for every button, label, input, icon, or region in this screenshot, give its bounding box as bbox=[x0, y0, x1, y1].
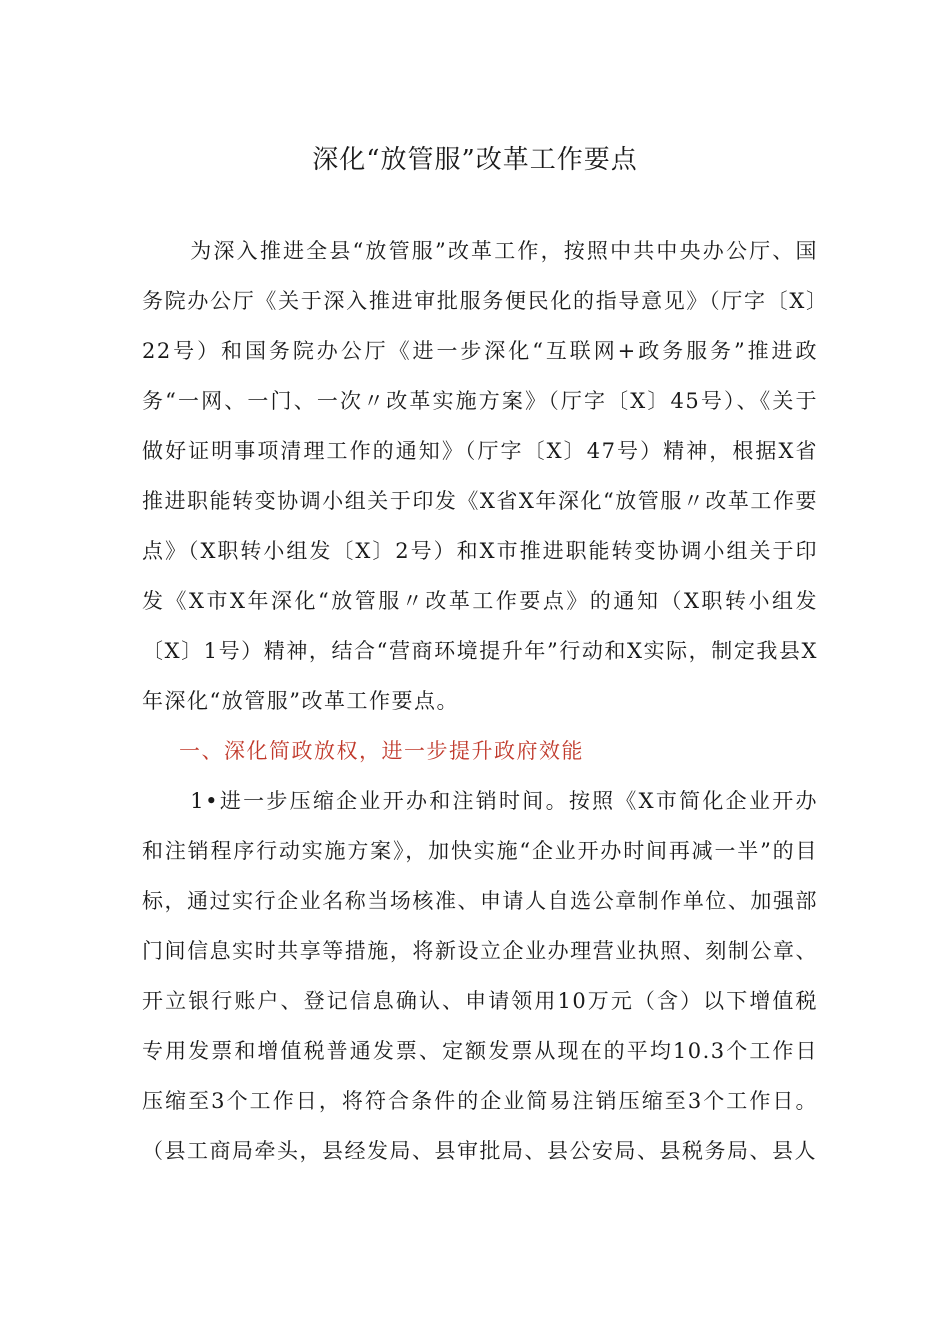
document-title: 深化“放管服”改革工作要点 bbox=[312, 145, 638, 175]
section-heading-1: 一、深化简政放权，进一步提升政府效能 bbox=[179, 739, 584, 763]
document-body bbox=[142, 226, 818, 1176]
item-paragraph-1: 1•进一步压缩企业开办和注销时间。按照《X市简化企业开办和注销程序行动实施方案》，加快实施“企业开办时间再减一半”的目标，通过实行企业名称当场核准、申请人自选公章制作单位、加强部门间信息实时共享等措施，将新设立企业办理营业执照、刻制公章、开立银行账户、登记信息确认、申请领用10万元（含）以下增值税专用发票和增值税普通发票、定额发票从现在的平均10.3个工作日压缩至3个工作日，将符合条件的企业简易注销压缩至3个工作日。（县工商局牵头，县经发局、县审批局、县公安局、县税务局、县人 bbox=[142, 789, 818, 1163]
intro-paragraph: 为深入推进全县“放管服”改革工作，按照中共中央办公厅、国务院办公厅《关于深入推进审批服务便民化的指导意见》（厅字〔X〕22号）和国务院办公厅《进一步深化“互联网+政务服务”推进政务“一网、一门、一次〃改革实施方案》（厅字〔X〕45号）、《关于做好证明事项清理工作的通知》（厅字〔X〕47号）精神，根据X省推进职能转变协调小组关于印发《X省X年深化“放管服〃改革工作要点》（X职转小组发〔X〕2号）和X市推进职能转变协调小组关于印发《X市X年深化“放管服〃改革工作要点》的通知（X职转小组发〔X〕1号）精神，结合“营商环境提升年”行动和X实际，制定我县X年深化“放管服”改革工作要点。 bbox=[142, 239, 818, 713]
